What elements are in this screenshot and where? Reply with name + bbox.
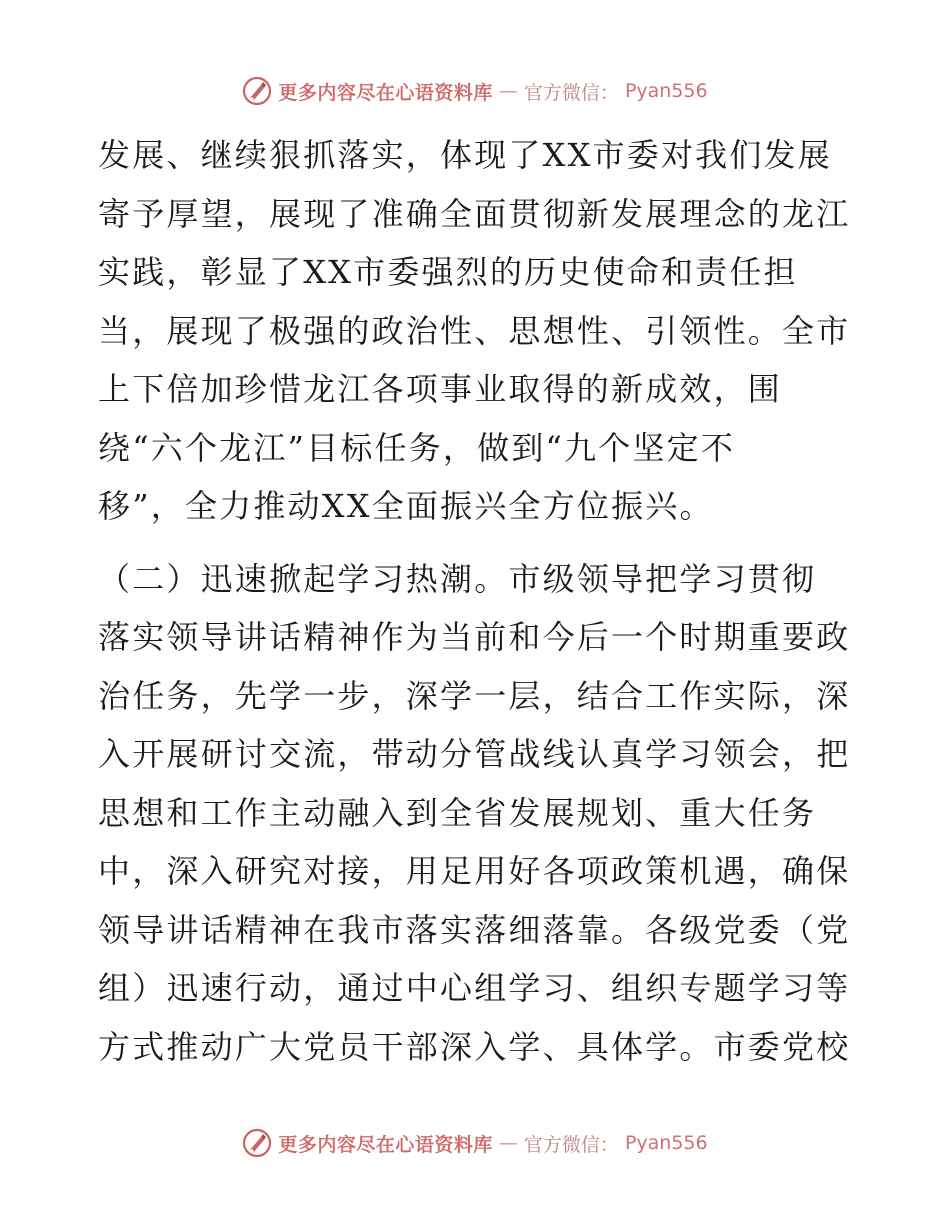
text-line: 入开展研讨交流，带动分管战线认真学习领会，把 — [98, 735, 851, 773]
text-line: 中，深入研究对接，用足用好各项政策机遇，确保 — [98, 852, 851, 890]
text-line: 上下倍加珍惜龙江各项事业取得的新成效，围 — [98, 370, 783, 408]
text-line: 绕“六个龙江”目标任务，做到“九个坚定不 — [98, 428, 736, 467]
text-line: 治任务，先学一步，深学一层，结合工作实际，深 — [98, 676, 851, 715]
paragraph-2 — [98, 550, 858, 1135]
text-line: 组）迅速行动，通过中心组学习、组织专题学习等 — [98, 969, 851, 1007]
text-line: （二）迅速掀起学习热潮。市级领导把学习贯彻 — [98, 559, 817, 598]
text-line: 寄予厚望，展现了准确全面贯彻新发展理念的龙江 — [98, 194, 851, 233]
watermark-separator: — — [498, 80, 518, 102]
text-line — [98, 1076, 858, 1135]
text-line: 发展、继续狠抓落实，体现了XX市委对我们发展 — [98, 136, 832, 174]
watermark-label: 官方微信： — [523, 1133, 619, 1156]
pen-logo-icon — [242, 1128, 272, 1158]
watermark-brand: 更多内容尽在心语资料库 — [278, 1133, 493, 1156]
paragraph-spacer — [98, 536, 858, 550]
footer-watermark — [0, 1128, 950, 1158]
watermark-wechat-id: Pyan556 — [624, 80, 708, 102]
text-line: 落实领导讲话精神作为当前和今后一个时期重要政 — [98, 618, 851, 656]
watermark-brand: 更多内容尽在心语资料库 — [278, 81, 493, 104]
text-line: 实践，彰显了XX市委强烈的历史使命和责任担 — [98, 253, 798, 291]
watermark-separator: — — [498, 1132, 518, 1154]
document-body — [98, 126, 858, 1135]
text-line: 思想和工作主动融入到全省发展规划、重大任务 — [98, 793, 817, 832]
watermark-wechat-id: Pyan556 — [624, 1132, 708, 1154]
pen-logo-icon — [242, 76, 272, 106]
text-line: 方式推动广大党员干部深入学、具体学。市委党校 — [98, 1027, 851, 1066]
text-line: 领导讲话精神在我市落实落细落靠。各级党委（党 — [98, 910, 851, 949]
paragraph-1 — [98, 126, 858, 536]
text-line: 当，展现了极强的政治性、思想性、引领性。全市 — [98, 311, 851, 350]
header-watermark — [0, 76, 950, 106]
watermark-label: 官方微信： — [523, 81, 619, 104]
text-line: 移”，全力推动XX全面振兴全方位振兴。 — [98, 487, 714, 525]
